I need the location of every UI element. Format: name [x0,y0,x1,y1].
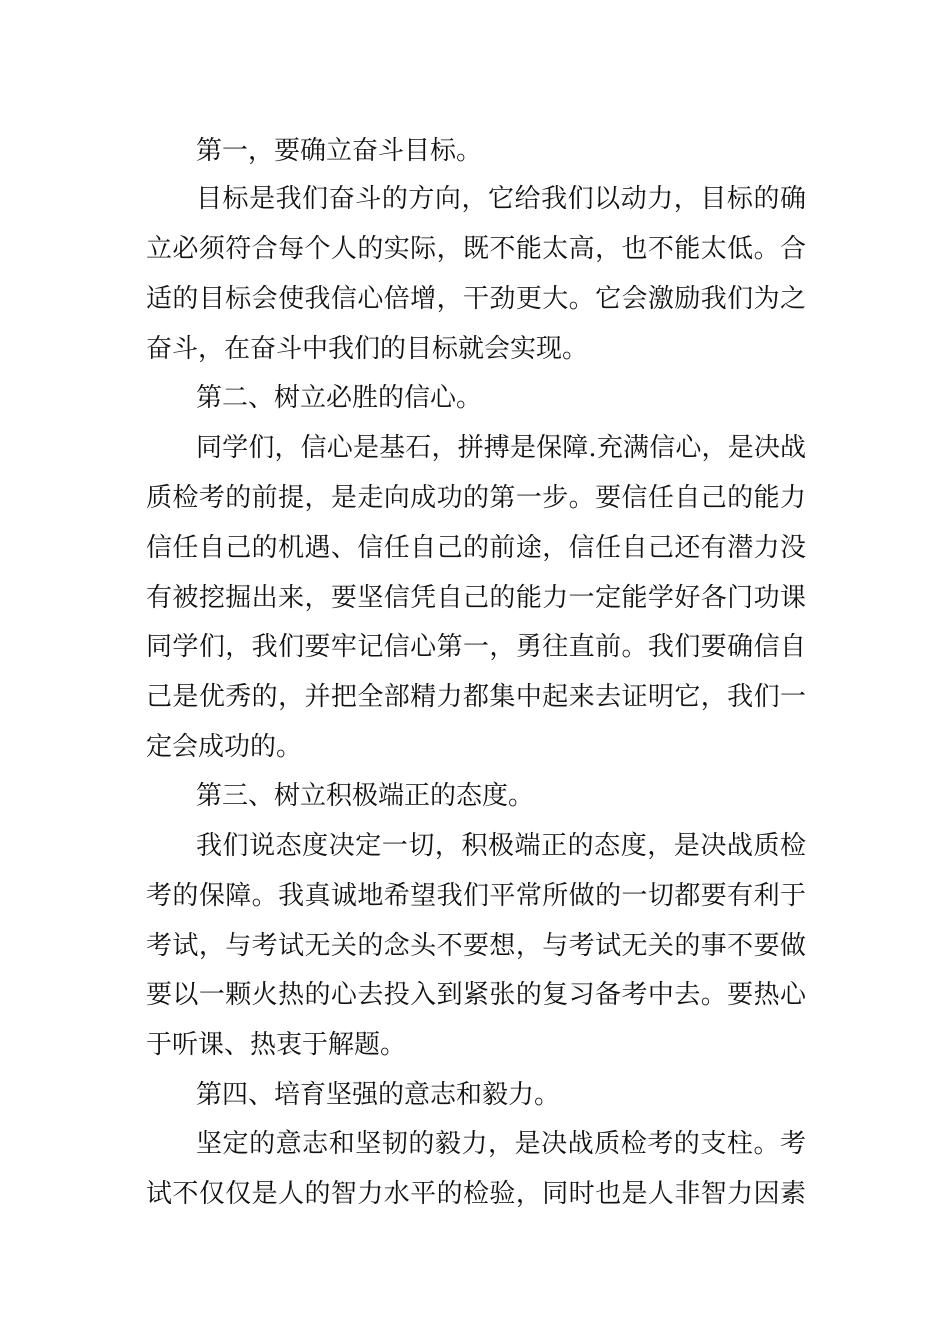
paragraph-line: 立必须符合每个人的实际，既不能太高，也不能太低。合 [146,234,806,264]
paragraph-line: 有被挖掘出来，要坚信凭自己的能力一定能学好各门功课 [146,583,806,613]
paragraph-line: 于听课、热衷于解题。 [146,1030,407,1060]
paragraph-line: 同学们，我们要牢记信心第一，勇往直前。我们要确信自 [146,632,806,662]
paragraph-line: 己是优秀的，并把全部精力都集中起来去证明它，我们一 [146,682,806,712]
paragraph-line: 坚定的意志和坚韧的毅力，是决战质检考的支柱。考 [196,1129,806,1159]
paragraph-line: 考的保障。我真诚地希望我们平常所做的一切都要有利于 [146,881,806,911]
paragraph-line: 信任自己的机遇、信任自己的前途，信任自己还有潜力没 [146,533,806,563]
heading-attitude: 第三、树立积极端正的态度。 [196,781,535,811]
paragraph-line: 目标是我们奋斗的方向，它给我们以动力，目标的确 [196,184,806,214]
paragraph-line: 同学们，信心是基石，拼搏是保障.充满信心，是决战 [196,433,806,463]
paragraph-line: 奋斗，在奋斗中我们的目标就会实现。 [146,334,589,364]
heading-willpower: 第四、培育坚强的意志和毅力。 [196,1080,561,1110]
paragraph-line: 定会成功的。 [146,732,303,762]
paragraph-line: 适的目标会使我信心倍增，干劲更大。它会激励我们为之 [146,284,806,314]
heading-confidence: 第二、树立必胜的信心。 [196,383,483,413]
heading-goal: 第一，要确立奋斗目标。 [196,136,483,166]
paragraph-line: 要以一颗火热的心去投入到紧张的复习备考中去。要热心 [146,980,806,1010]
paragraph-line: 我们说态度决定一切，积极端正的态度，是决战质检 [196,831,806,861]
paragraph-line: 考试，与考试无关的念头不要想，与考试无关的事不要做 [146,931,806,961]
paragraph-line: 质检考的前提，是走向成功的第一步。要信任自己的能力 [146,483,806,513]
paragraph-line: 试不仅仅是人的智力水平的检验，同时也是人非智力因素 [146,1179,806,1209]
